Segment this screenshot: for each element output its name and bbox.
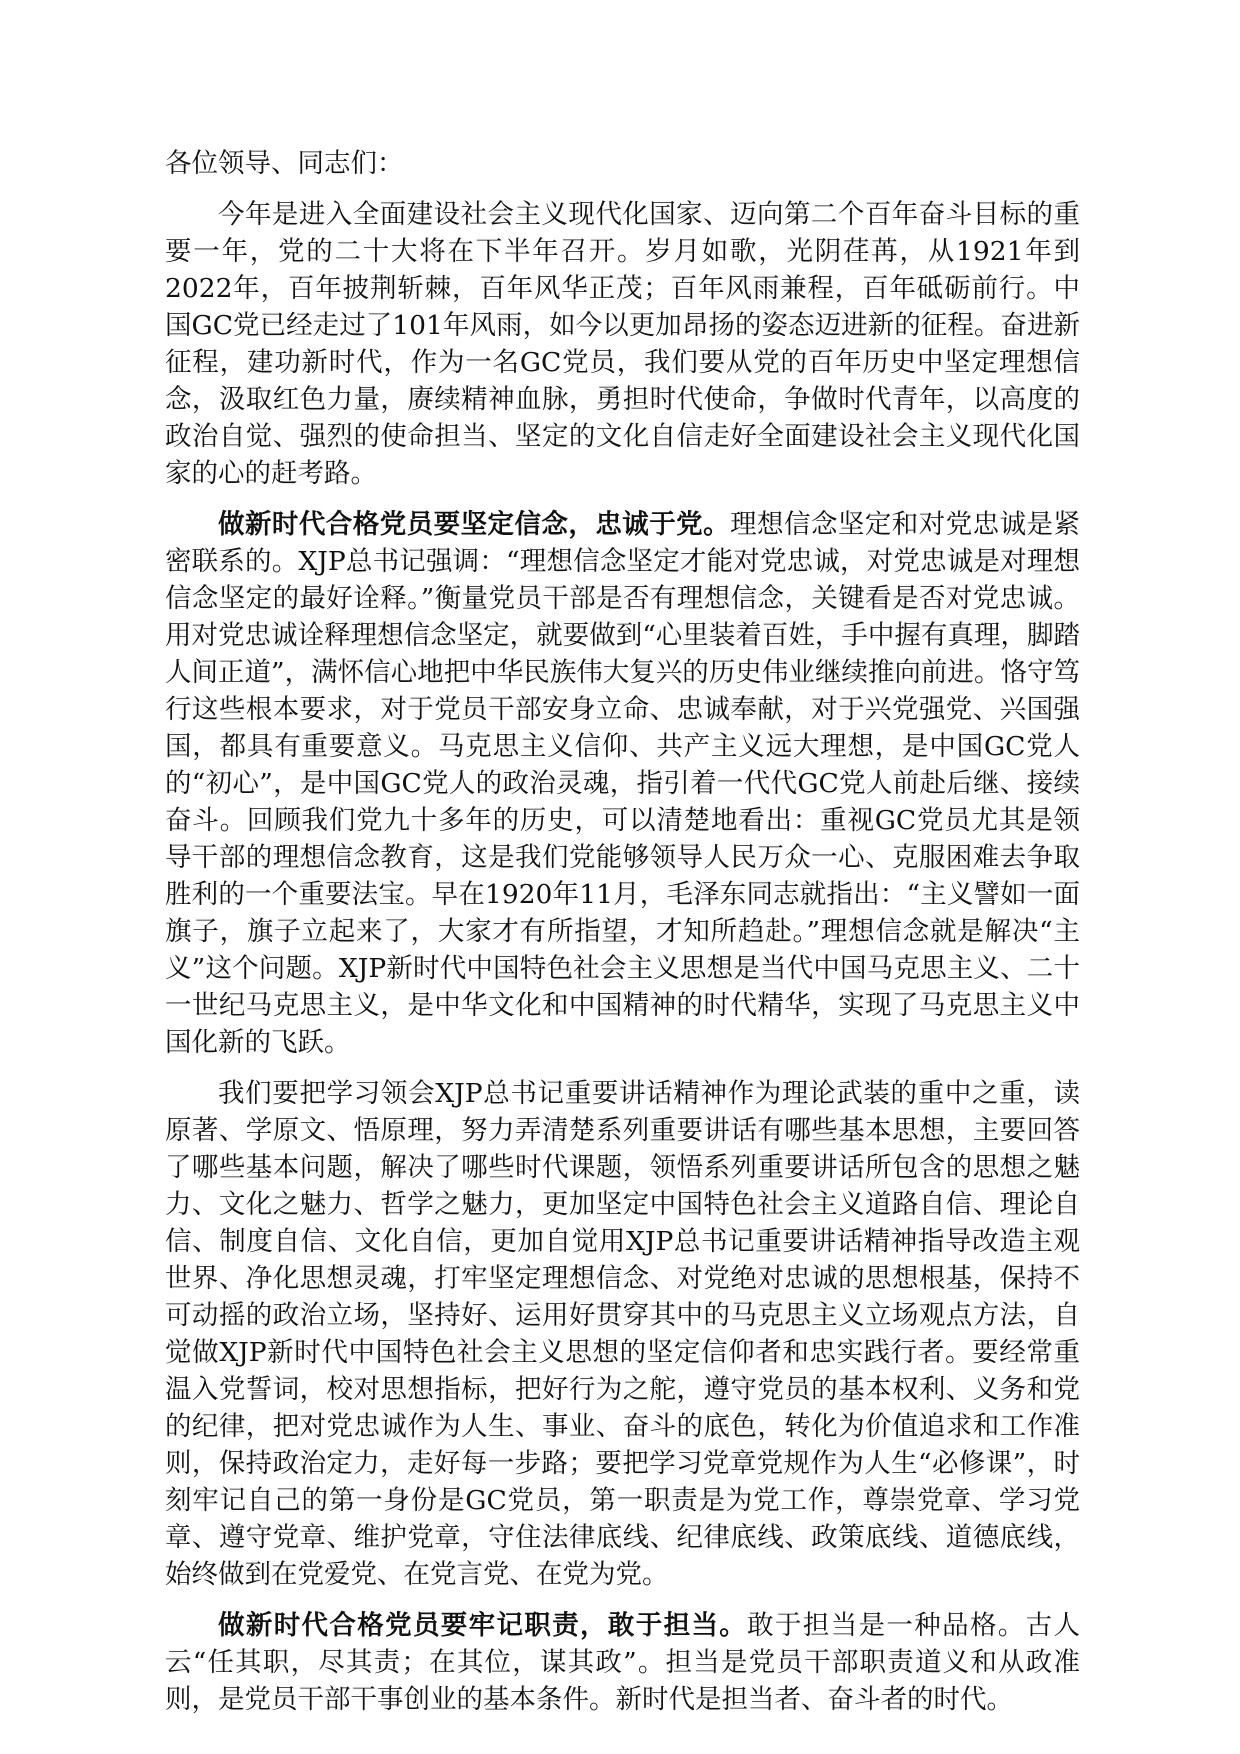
- paragraph-2-text: 理想信念坚定和对党忠诚是紧密联系的。XJP总书记强调：“理想信念坚定才能对党忠诚，对党忠诚是对理想信念坚定的最好诠释。”衡量党员干部是否有理想信念，关键看是否对党忠诚。用对党忠诚诠释理想信念坚定，就要做到“心里装着百姓，手中握有真理，脚踏人间正道”，满怀信心地把中华民族伟大复兴的历史伟业继续推向前进。恪守笃行这些根本要求，对于党员干部安身立命、忠诚奉献，对于兴党强党、兴国强国，都具有重要意义。马克思主义信仰、共产主义远大理想，是中国GC党人的“初心”，是中国GC党人的政治灵魂，指引着一代代GC党人前赴后继、接续奋斗。回顾我们党九十多年的历史，可以清楚地看出：重视GC党员尤其是领导干部的理想信念教育，这是我们党能够领导人民万众一心、克服困难去争取胜利的一个重要法宝。早在1920年11月，毛泽东同志就指出：“主义譬如一面旗子，旗子立起来了，大家才有所指望，才知所趋赴。”理想信念就是解决“主义”这个问题。XJP新时代中国特色社会主义思想是当代中国马克思主义、二十一世纪马克思主义，是中华文化和中国精神的时代精华，实现了马克思主义中国化新的飞跃。: [165, 509, 1081, 1058]
- paragraph-4-text: 敢于担当是一种品格。古人云“任其职，尽其责；在其位，谋其政”。担当是党员干部职责道义和从政准则，是党员干部干事创业的基本条件。新时代是担当者、奋斗者的时代。: [165, 1610, 1081, 1715]
- paragraph-2: [165, 506, 1080, 1061]
- paragraph-1-text: 今年是进入全面建设社会主义现代化国家、迈向第二个百年奋斗目标的重要一年，党的二十大将在下半年召开。岁月如歌，光阴荏苒，从1921年到2022年，百年披荆斩棘，百年风华正茂；百年风雨兼程，百年砥砺前行。中国GC党已经走过了101年风雨，如今以更加昂扬的姿态迈进新的征程。奋进新征程，建功新时代，作为一名GC党员，我们要从党的百年历史中坚定理想信念，汲取红色力量，赓续精神血脉，勇担时代使命，争做时代青年，以高度的政治自觉、强烈的使命担当、坚定的文化自信走好全面建设社会主义现代化国家的心的赶考路。: [165, 199, 1080, 489]
- paragraph-3-text: 我们要把学习领会XJP总书记重要讲话精神作为理论武装的重中之重，读原著、学原文、悟原理，努力弄清楚系列重要讲话有哪些基本思想，主要回答了哪些基本问题，解决了哪些时代课题，领悟系列重要讲话所包含的思想之魅力、文化之魅力、哲学之魅力，更加坚定中国特色社会主义道路自信、理论自信、制度自信、文化自信，更加自觉用XJP总书记重要讲话精神指导改造主观世界、净化思想灵魂，打牢坚定理想信念、对党绝对忠诚的思想根基，保持不可动摇的政治立场，坚持好、运用好贯穿其中的马克思主义立场观点方法，自觉做XJP新时代中国特色社会主义思想的坚定信仰者和忠实践行者。要经常重温入党誓词，校对思想指标，把好行为之舵，遵守党员的基本权利、义务和党的纪律，把对党忠诚作为人生、事业、奋斗的底色，转化为价值追求和工作准则，保持政治定力，走好每一步路；要把学习党章党规作为人生“必修课”，时刻牢记自己的第一身份是GC党员，第一职责是为党工作，尊崇党章、学习党章、遵守党章、维护党章，守住法律底线、纪律底线、政策底线、道德底线，始终做到在党爱党、在党言党、在党为党。: [165, 1078, 1080, 1590]
- paragraph-2-heading: 做新时代合格党员要坚定信念，忠诚于党。: [218, 509, 731, 540]
- paragraph-4: [165, 1607, 1080, 1718]
- greeting: 各位领导、同志们：: [165, 148, 404, 179]
- document-page: [165, 145, 1080, 1732]
- paragraph-1: [165, 196, 1080, 492]
- paragraph-3: [165, 1075, 1080, 1593]
- paragraph-4-heading: 做新时代合格党员要牢记职责，敢于担当。: [218, 1610, 748, 1641]
